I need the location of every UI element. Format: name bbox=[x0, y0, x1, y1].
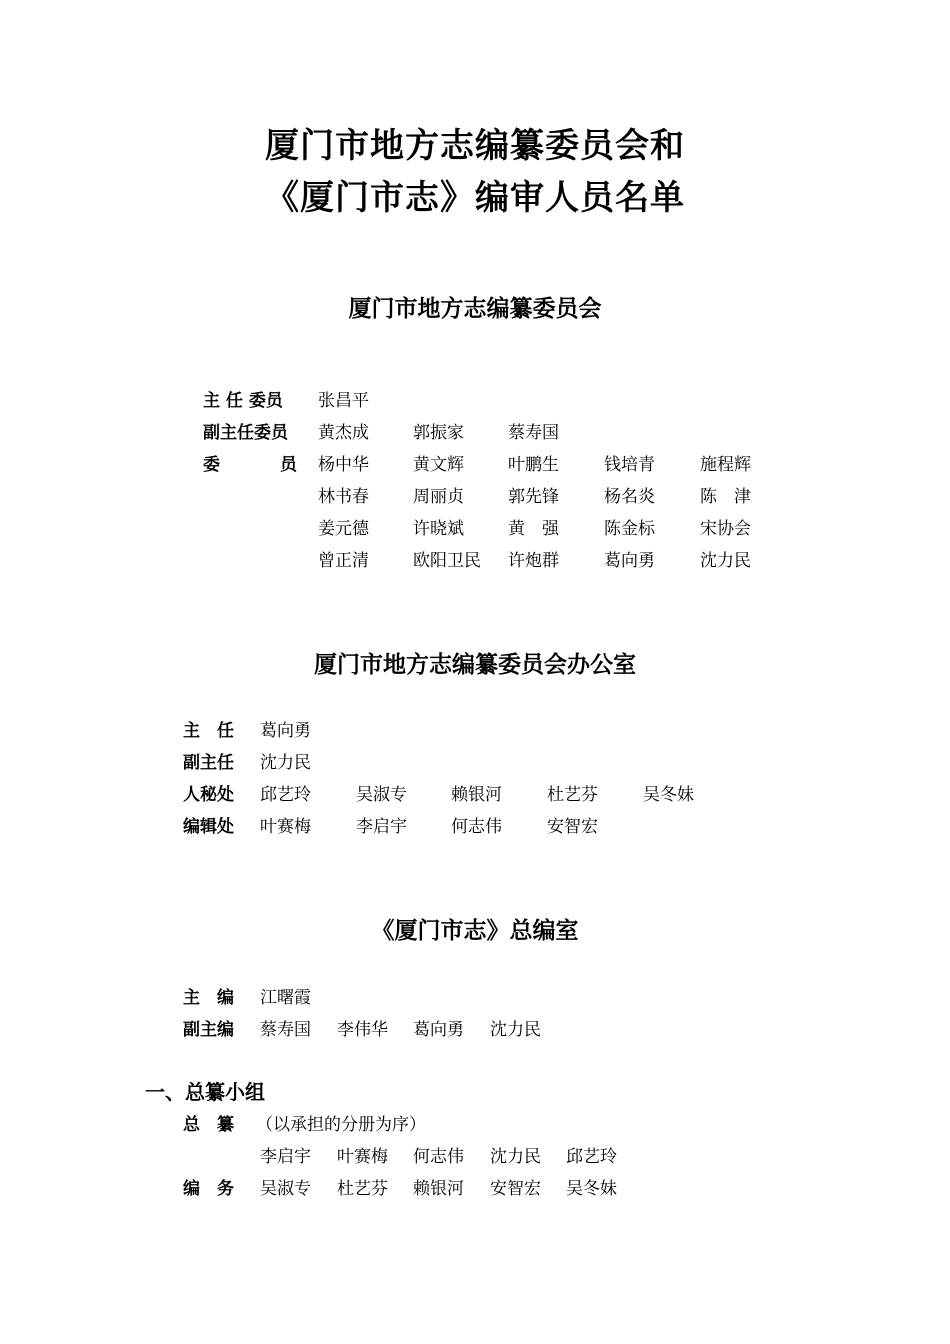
group-heading: 一、总纂小组 bbox=[145, 1080, 265, 1104]
committee-member-name: 陈 津 bbox=[700, 487, 751, 507]
office-hr-name: 赖银河 bbox=[451, 785, 502, 805]
committee-member-name: 沈力民 bbox=[700, 551, 751, 571]
committee-member-name: 周丽贞 bbox=[413, 487, 464, 507]
editorial-vice-label: 副主编 bbox=[183, 1020, 234, 1040]
group-affairs-name: 安智宏 bbox=[490, 1179, 541, 1199]
committee-member-name: 许炮群 bbox=[508, 551, 559, 571]
editorial-vice-name: 沈力民 bbox=[490, 1020, 541, 1040]
committee-member-name: 杨中华 bbox=[318, 455, 369, 475]
group-affairs-name: 赖银河 bbox=[413, 1179, 464, 1199]
group-compile-name: 邱艺玲 bbox=[566, 1147, 617, 1167]
committee-vice-label: 副主任委员 bbox=[203, 423, 288, 443]
office-edit-label: 编辑处 bbox=[183, 817, 234, 837]
committee-member-name: 许晓斌 bbox=[413, 519, 464, 539]
committee-members-label-b: 员 bbox=[280, 455, 297, 475]
committee-member-name: 叶鹏生 bbox=[508, 455, 559, 475]
committee-member-name: 郭先锋 bbox=[508, 487, 559, 507]
committee-heading: 厦门市地方志编纂委员会 bbox=[348, 296, 602, 322]
group-affairs-name: 杜艺芬 bbox=[337, 1179, 388, 1199]
office-edit-name: 李启宇 bbox=[356, 817, 407, 837]
office-hr-name: 邱艺玲 bbox=[260, 785, 311, 805]
office-director-name: 葛向勇 bbox=[260, 721, 311, 741]
page-title-line-2: 《厦门市志》编审人员名单 bbox=[265, 178, 685, 218]
office-edit-name: 安智宏 bbox=[547, 817, 598, 837]
editorial-chief-name: 江曙霞 bbox=[260, 988, 311, 1008]
group-compile-label: 总 纂 bbox=[183, 1115, 234, 1135]
office-heading: 厦门市地方志编纂委员会办公室 bbox=[314, 652, 636, 678]
committee-member-name: 欧阳卫民 bbox=[413, 551, 481, 571]
office-director-label: 主 任 bbox=[183, 721, 234, 741]
committee-member-name: 施程辉 bbox=[700, 455, 751, 475]
group-compile-note: （以承担的分册为序） bbox=[256, 1115, 426, 1135]
editorial-vice-name: 蔡寿国 bbox=[260, 1020, 311, 1040]
committee-director-label: 主 任 委员 bbox=[203, 391, 283, 411]
office-edit-name: 叶赛梅 bbox=[260, 817, 311, 837]
committee-vice-name: 蔡寿国 bbox=[508, 423, 559, 443]
group-compile-name: 叶赛梅 bbox=[337, 1147, 388, 1167]
office-hr-name: 杜艺芬 bbox=[547, 785, 598, 805]
committee-member-name: 姜元德 bbox=[318, 519, 369, 539]
office-vice-label: 副主任 bbox=[183, 753, 234, 773]
office-vice-name: 沈力民 bbox=[260, 753, 311, 773]
committee-member-name: 葛向勇 bbox=[604, 551, 655, 571]
committee-member-name: 宋协会 bbox=[700, 519, 751, 539]
editorial-vice-name: 葛向勇 bbox=[413, 1020, 464, 1040]
group-affairs-name: 吴冬妹 bbox=[566, 1179, 617, 1199]
committee-member-name: 钱培青 bbox=[604, 455, 655, 475]
editorial-heading: 《厦门市志》总编室 bbox=[371, 918, 579, 944]
committee-members-label-a: 委 bbox=[203, 455, 220, 475]
group-compile-name: 何志伟 bbox=[413, 1147, 464, 1167]
office-hr-label: 人秘处 bbox=[183, 785, 234, 805]
committee-member-name: 林书春 bbox=[318, 487, 369, 507]
committee-member-name: 杨名炎 bbox=[604, 487, 655, 507]
group-affairs-name: 吴淑专 bbox=[260, 1179, 311, 1199]
group-compile-name: 沈力民 bbox=[490, 1147, 541, 1167]
committee-director-name: 张昌平 bbox=[318, 391, 369, 411]
committee-vice-name: 郭振家 bbox=[413, 423, 464, 443]
office-hr-name: 吴淑专 bbox=[356, 785, 407, 805]
page-title-line-1: 厦门市地方志编纂委员会和 bbox=[265, 126, 685, 166]
office-edit-name: 何志伟 bbox=[451, 817, 502, 837]
editorial-chief-label: 主 编 bbox=[183, 988, 234, 1008]
committee-member-name: 曾正清 bbox=[318, 551, 369, 571]
group-compile-name: 李启宇 bbox=[260, 1147, 311, 1167]
committee-member-name: 黄文辉 bbox=[413, 455, 464, 475]
committee-member-name: 陈金标 bbox=[604, 519, 655, 539]
editorial-vice-name: 李伟华 bbox=[337, 1020, 388, 1040]
committee-vice-name: 黄杰成 bbox=[318, 423, 369, 443]
group-affairs-label: 编 务 bbox=[183, 1179, 234, 1199]
office-hr-name: 吴冬妹 bbox=[643, 785, 694, 805]
committee-member-name: 黄 强 bbox=[508, 519, 559, 539]
